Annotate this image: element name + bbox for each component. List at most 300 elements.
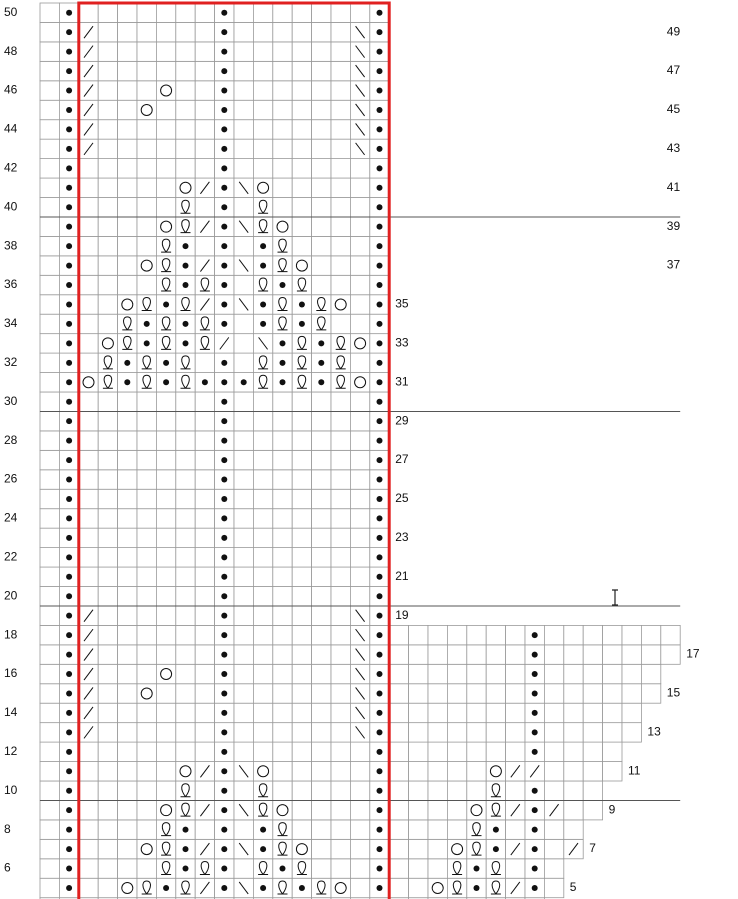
left-row-label: 36 xyxy=(4,277,18,292)
chart-cell xyxy=(564,820,583,839)
right-row-label: 29 xyxy=(395,413,409,428)
chart-cell xyxy=(273,42,292,61)
purl-dot-mark xyxy=(377,146,383,152)
chart-cell xyxy=(428,800,447,819)
chart-cell xyxy=(253,61,272,80)
chart-cell xyxy=(331,664,350,683)
chart-cell xyxy=(118,198,137,217)
chart-cell xyxy=(118,450,137,469)
chart-cell xyxy=(389,625,408,644)
purl-dot-mark xyxy=(377,379,383,385)
chart-cell xyxy=(137,159,156,178)
chart-cell xyxy=(331,509,350,528)
chart-cell xyxy=(79,236,98,255)
chart-cell xyxy=(79,198,98,217)
chart-cell xyxy=(312,859,331,878)
chart-cell xyxy=(156,684,175,703)
chart-cell xyxy=(292,742,311,761)
chart-cell xyxy=(331,159,350,178)
purl-dot-mark xyxy=(66,671,72,677)
chart-cell xyxy=(292,100,311,119)
chart-cell xyxy=(253,81,272,100)
purl-dot-mark xyxy=(66,301,72,307)
chart-cell xyxy=(234,684,253,703)
purl-dot-mark xyxy=(66,866,72,872)
chart-cell xyxy=(40,509,59,528)
purl-dot-mark xyxy=(221,126,227,132)
chart-cell xyxy=(79,548,98,567)
chart-cell xyxy=(564,723,583,742)
chart-cell xyxy=(467,703,486,722)
left-row-label: 50 xyxy=(4,4,18,19)
chart-cell xyxy=(389,723,408,742)
chart-cell xyxy=(603,684,622,703)
chart-cell xyxy=(506,703,525,722)
chart-cell xyxy=(40,684,59,703)
left-row-label: 18 xyxy=(4,627,18,642)
chart-cell xyxy=(428,684,447,703)
chart-cell xyxy=(137,450,156,469)
chart-cell xyxy=(137,587,156,606)
chart-cell xyxy=(118,178,137,197)
chart-cell xyxy=(98,61,117,80)
chart-cell xyxy=(350,839,369,858)
chart-cell xyxy=(118,431,137,450)
chart-cell xyxy=(156,81,175,100)
right-row-label: 35 xyxy=(395,296,409,311)
purl-dot-mark xyxy=(183,282,189,288)
purl-dot-mark xyxy=(66,49,72,55)
purl-dot-mark xyxy=(221,827,227,833)
chart-cell xyxy=(447,820,466,839)
chart-cell xyxy=(118,275,137,294)
chart-cell xyxy=(312,567,331,586)
purl-dot-mark xyxy=(280,379,286,385)
chart-cell xyxy=(156,100,175,119)
chart-cell xyxy=(234,159,253,178)
chart-cell xyxy=(40,334,59,353)
chart-cell xyxy=(312,450,331,469)
chart-cell xyxy=(234,528,253,547)
chart-cell xyxy=(331,878,350,897)
chart-cell xyxy=(428,820,447,839)
chart-cell xyxy=(156,528,175,547)
chart-cell xyxy=(292,781,311,800)
chart-cell xyxy=(564,645,583,664)
chart-cell xyxy=(409,839,428,858)
chart-cell xyxy=(486,742,505,761)
chart-cell xyxy=(253,548,272,567)
chart-cell xyxy=(312,22,331,41)
chart-cell xyxy=(292,548,311,567)
purl-dot-mark xyxy=(221,107,227,113)
chart-cell xyxy=(486,664,505,683)
chart-cell xyxy=(137,820,156,839)
chart-cell xyxy=(253,528,272,547)
purl-dot-mark xyxy=(221,515,227,521)
chart-cell xyxy=(40,120,59,139)
chart-cell xyxy=(564,800,583,819)
chart-cell xyxy=(253,470,272,489)
purl-dot-mark xyxy=(221,593,227,599)
chart-cell xyxy=(79,3,98,22)
chart-cell xyxy=(447,645,466,664)
chart-cell xyxy=(234,314,253,333)
chart-cell xyxy=(156,723,175,742)
chart-cell xyxy=(331,742,350,761)
chart-cell xyxy=(603,703,622,722)
chart-cell xyxy=(79,353,98,372)
chart-cell xyxy=(40,781,59,800)
chart-cell xyxy=(156,120,175,139)
chart-cell xyxy=(195,587,214,606)
left-row-label: 16 xyxy=(4,666,18,681)
chart-cell xyxy=(253,664,272,683)
chart-cell xyxy=(273,800,292,819)
chart-cell xyxy=(273,742,292,761)
chart-cell xyxy=(234,742,253,761)
chart-cell xyxy=(506,723,525,742)
purl-dot-mark xyxy=(221,301,227,307)
chart-cell xyxy=(273,217,292,236)
chart-cell xyxy=(564,781,583,800)
chart-cell xyxy=(292,684,311,703)
purl-dot-mark xyxy=(66,613,72,619)
chart-cell xyxy=(176,139,195,158)
chart-cell xyxy=(447,625,466,644)
right-row-label: 45 xyxy=(666,102,681,117)
purl-dot-mark xyxy=(66,379,72,385)
purl-dot-mark xyxy=(377,496,383,502)
chart-cell xyxy=(176,431,195,450)
chart-cell xyxy=(98,314,117,333)
left-row-label: 40 xyxy=(4,199,18,214)
chart-cell xyxy=(156,703,175,722)
chart-cell xyxy=(447,664,466,683)
purl-dot-mark xyxy=(221,146,227,152)
chart-cell xyxy=(292,509,311,528)
chart-cell xyxy=(137,762,156,781)
chart-cell xyxy=(292,723,311,742)
purl-dot-mark xyxy=(221,846,227,852)
chart-cell xyxy=(195,100,214,119)
chart-cell xyxy=(137,198,156,217)
purl-dot-mark xyxy=(377,399,383,405)
chart-cell xyxy=(312,120,331,139)
chart-cell xyxy=(253,606,272,625)
chart-cell xyxy=(137,723,156,742)
chart-cell xyxy=(176,742,195,761)
purl-dot-mark xyxy=(221,885,227,891)
chart-cell xyxy=(389,820,408,839)
chart-cell xyxy=(79,450,98,469)
purl-dot-mark xyxy=(221,496,227,502)
chart-cell xyxy=(350,295,369,314)
chart-cell xyxy=(176,489,195,508)
purl-dot-mark xyxy=(377,788,383,794)
chart-cell xyxy=(118,100,137,119)
chart-cell xyxy=(118,159,137,178)
purl-dot-mark xyxy=(318,340,324,346)
chart-cell xyxy=(544,664,563,683)
chart-cell xyxy=(234,723,253,742)
chart-cell xyxy=(292,120,311,139)
purl-dot-mark xyxy=(377,652,383,658)
chart-cell xyxy=(118,703,137,722)
chart-cell xyxy=(118,587,137,606)
chart-cell xyxy=(79,489,98,508)
purl-dot-mark xyxy=(221,204,227,210)
right-row-label: 25 xyxy=(395,491,409,506)
chart-cell xyxy=(350,509,369,528)
chart-cell xyxy=(98,548,117,567)
purl-dot-mark xyxy=(377,49,383,55)
chart-cell xyxy=(118,625,137,644)
chart-cell xyxy=(273,528,292,547)
chart-cell xyxy=(118,22,137,41)
chart-cell xyxy=(292,762,311,781)
chart-cell xyxy=(350,820,369,839)
chart-cell xyxy=(312,256,331,275)
chart-cell xyxy=(350,548,369,567)
chart-cell xyxy=(176,606,195,625)
chart-cell xyxy=(118,392,137,411)
chart-cell xyxy=(137,742,156,761)
purl-dot-mark xyxy=(221,768,227,774)
chart-cell xyxy=(176,587,195,606)
chart-cell xyxy=(195,353,214,372)
chart-cell xyxy=(331,839,350,858)
chart-cell xyxy=(40,295,59,314)
chart-cell xyxy=(312,61,331,80)
left-row-label: 8 xyxy=(4,821,11,836)
chart-cell xyxy=(292,22,311,41)
chart-cell xyxy=(98,42,117,61)
chart-cell xyxy=(331,625,350,644)
purl-dot-mark xyxy=(221,749,227,755)
chart-cell xyxy=(156,470,175,489)
chart-cell xyxy=(118,664,137,683)
purl-dot-mark xyxy=(377,126,383,132)
right-row-label: 21 xyxy=(395,568,409,583)
purl-dot-mark xyxy=(221,224,227,230)
purl-dot-mark xyxy=(260,243,266,249)
chart-cell xyxy=(118,742,137,761)
chart-cell xyxy=(137,625,156,644)
chart-cell xyxy=(331,236,350,255)
chart-cell xyxy=(389,664,408,683)
chart-cell xyxy=(176,120,195,139)
purl-dot-mark xyxy=(318,379,324,385)
chart-cell xyxy=(176,42,195,61)
purl-dot-mark xyxy=(474,885,480,891)
chart-cell xyxy=(98,664,117,683)
purl-dot-mark xyxy=(66,632,72,638)
chart-cell xyxy=(544,684,563,703)
purl-dot-mark xyxy=(377,88,383,94)
chart-cell xyxy=(292,606,311,625)
chart-cell xyxy=(156,489,175,508)
chart-cell xyxy=(118,256,137,275)
chart-cell xyxy=(447,703,466,722)
chart-cell xyxy=(583,762,602,781)
chart-cell xyxy=(292,800,311,819)
chart-cell xyxy=(486,762,505,781)
purl-dot-mark xyxy=(66,690,72,696)
chart-cell xyxy=(331,859,350,878)
chart-cell xyxy=(603,742,622,761)
purl-dot-mark xyxy=(221,49,227,55)
chart-cell xyxy=(331,3,350,22)
chart-cell xyxy=(273,567,292,586)
left-row-label: 10 xyxy=(4,782,18,797)
chart-cell xyxy=(40,42,59,61)
chart-cell xyxy=(292,645,311,664)
purl-dot-mark xyxy=(377,204,383,210)
chart-cell xyxy=(486,684,505,703)
purl-dot-mark xyxy=(377,671,383,677)
purl-dot-mark xyxy=(221,652,227,658)
chart-cell xyxy=(156,431,175,450)
chart-cell xyxy=(273,411,292,430)
chart-cell xyxy=(544,723,563,742)
chart-cell xyxy=(40,275,59,294)
chart-cell xyxy=(40,742,59,761)
chart-cell xyxy=(79,314,98,333)
chart-cell xyxy=(234,820,253,839)
purl-dot-mark xyxy=(183,846,189,852)
chart-cell xyxy=(331,645,350,664)
chart-cell xyxy=(156,625,175,644)
purl-dot-mark xyxy=(144,340,150,346)
chart-cell xyxy=(273,684,292,703)
chart-cell xyxy=(273,139,292,158)
chart-cell xyxy=(234,625,253,644)
chart-cell xyxy=(312,100,331,119)
chart-cell xyxy=(292,567,311,586)
chart-cell xyxy=(409,664,428,683)
purl-dot-mark xyxy=(66,477,72,483)
purl-dot-mark xyxy=(66,321,72,327)
chart-cell xyxy=(273,781,292,800)
purl-dot-mark xyxy=(377,827,383,833)
chart-cell xyxy=(137,859,156,878)
purl-dot-mark xyxy=(532,885,538,891)
chart-cell xyxy=(195,431,214,450)
chart-cell xyxy=(312,178,331,197)
chart-cell xyxy=(350,878,369,897)
chart-cell xyxy=(40,314,59,333)
chart-cell xyxy=(253,3,272,22)
chart-cell xyxy=(253,703,272,722)
chart-cell xyxy=(583,703,602,722)
chart-cell xyxy=(273,159,292,178)
chart-cell xyxy=(118,820,137,839)
chart-cell xyxy=(603,723,622,742)
chart-cell xyxy=(350,742,369,761)
purl-dot-mark xyxy=(377,535,383,541)
chart-cell xyxy=(195,120,214,139)
chart-cell xyxy=(331,800,350,819)
chart-cell xyxy=(312,742,331,761)
chart-cell xyxy=(292,528,311,547)
purl-dot-mark xyxy=(377,107,383,113)
chart-cell xyxy=(234,450,253,469)
chart-cell xyxy=(40,625,59,644)
chart-cell xyxy=(234,139,253,158)
chart-cell xyxy=(622,684,641,703)
chart-cell xyxy=(98,762,117,781)
chart-cell xyxy=(98,450,117,469)
purl-dot-mark xyxy=(532,749,538,755)
chart-cell xyxy=(176,392,195,411)
chart-cell xyxy=(331,314,350,333)
chart-cell xyxy=(137,781,156,800)
chart-cell xyxy=(273,548,292,567)
chart-cell xyxy=(447,723,466,742)
chart-cell xyxy=(195,606,214,625)
chart-cell xyxy=(447,742,466,761)
purl-dot-mark xyxy=(66,10,72,16)
purl-dot-mark xyxy=(377,10,383,16)
chart-cell xyxy=(137,645,156,664)
chart-cell xyxy=(98,645,117,664)
chart-cell xyxy=(312,217,331,236)
purl-dot-mark xyxy=(377,690,383,696)
purl-dot-mark xyxy=(124,360,130,366)
chart-cell xyxy=(79,820,98,839)
chart-cell xyxy=(350,3,369,22)
purl-dot-mark xyxy=(221,574,227,580)
chart-cell xyxy=(428,742,447,761)
chart-cell xyxy=(176,528,195,547)
chart-cell xyxy=(292,450,311,469)
chart-cell xyxy=(79,800,98,819)
chart-cell xyxy=(234,100,253,119)
chart-cell xyxy=(312,392,331,411)
left-row-label: 46 xyxy=(4,82,18,97)
purl-dot-mark xyxy=(66,593,72,599)
chart-cell xyxy=(79,334,98,353)
chart-cell xyxy=(118,762,137,781)
purl-dot-mark xyxy=(221,360,227,366)
chart-cell xyxy=(234,120,253,139)
purl-dot-mark xyxy=(66,399,72,405)
chart-cell xyxy=(195,392,214,411)
chart-cell xyxy=(312,645,331,664)
chart-cell xyxy=(292,178,311,197)
chart-cell xyxy=(137,567,156,586)
chart-cell xyxy=(98,489,117,508)
chart-cell xyxy=(98,509,117,528)
chart-cell xyxy=(98,684,117,703)
chart-cell xyxy=(389,703,408,722)
chart-cell xyxy=(176,81,195,100)
purl-dot-mark xyxy=(532,846,538,852)
chart-cell xyxy=(292,256,311,275)
chart-cell xyxy=(350,198,369,217)
chart-cell xyxy=(176,178,195,197)
chart-cell xyxy=(544,742,563,761)
purl-dot-mark xyxy=(221,185,227,191)
chart-cell xyxy=(350,217,369,236)
chart-cell xyxy=(137,120,156,139)
chart-cell xyxy=(156,567,175,586)
chart-cell xyxy=(195,703,214,722)
chart-cell xyxy=(118,42,137,61)
chart-cell xyxy=(156,217,175,236)
chart-cell xyxy=(79,411,98,430)
